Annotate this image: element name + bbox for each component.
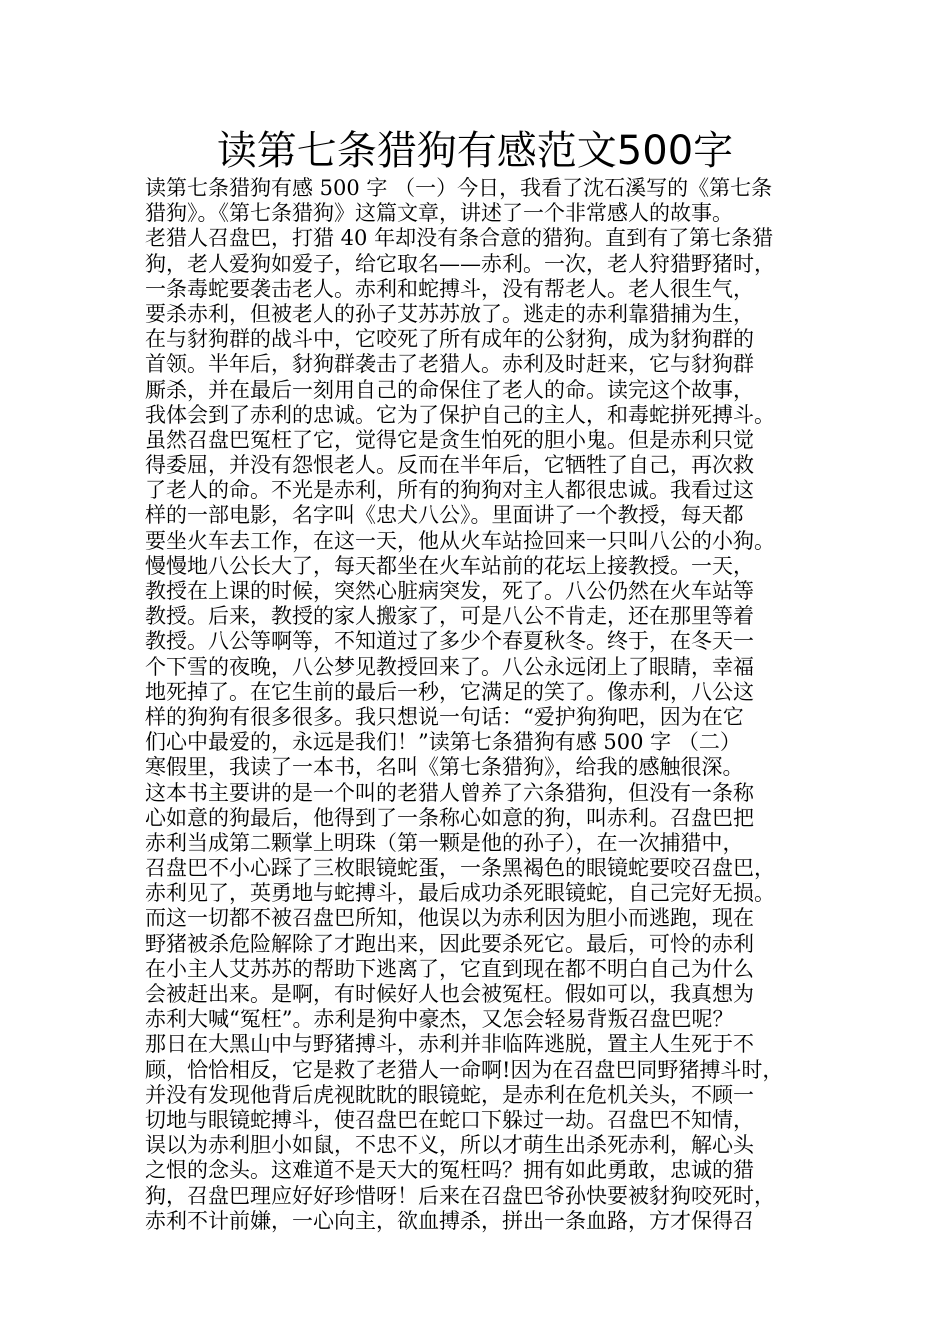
body-text-line: 教授。八公等啊等，不知道过了多少个春夏秋冬。终于，在冬天一	[145, 629, 754, 654]
body-text-line: 得委屈，并没有怨恨老人。反而在半年后，它牺牲了自己，再次救	[145, 453, 754, 478]
document-title: 读第七条猎狗有感范文500字	[216, 128, 734, 174]
body-text-line: 那日在大黑山中与野猪搏斗，赤利并非临阵逃脱，置主人生死于不	[145, 1032, 754, 1057]
body-text-line: 会被赶出来。是啊，有时候好人也会被冤枉。假如可以，我真想为	[145, 982, 754, 1006]
body-text-line: 误以为赤利胆小如鼠，不忠不义，所以才萌生出杀死赤利，解心头	[145, 1133, 754, 1158]
body-text-line: 狗，召盘巴理应好好珍惜呀！后来在召盘巴爷孙快要被豺狗咬死时，	[145, 1183, 775, 1208]
body-text-line: 了老人的命。不光是赤利，所有的狗狗对主人都很忠诚。我看过这	[145, 478, 754, 503]
body-text-line: 在小主人艾苏苏的帮助下逃离了，它直到现在都不明白自己为什么	[145, 956, 754, 981]
body-text-line: 召盘巴不小心踩了三枚眼镜蛇蛋，一条黑褐色的眼镜蛇要咬召盘巴，	[145, 856, 775, 881]
body-text-line: 赤利不计前嫌，一心向主，欲血搏杀，拼出一条血路，方才保得召	[145, 1208, 754, 1233]
body-text-line: 切地与眼镜蛇搏斗，使召盘巴在蛇口下躲过一劫。召盘巴不知情，	[145, 1107, 754, 1132]
body-text-line: 教授在上课的时候，突然心脏病突发，死了。八公仍然在火车站等	[145, 579, 754, 603]
body-text-line: 要坐火车去工作，在这一天，他从火车站捡回来一只叫八公的小狗。	[145, 528, 775, 553]
body-text-line: 野猪被杀危险解除了才跑出来，因此要杀死它。最后，可怜的赤利	[145, 931, 754, 956]
body-text-line: 赤利见了，英勇地与蛇搏斗，最后成功杀死眼镜蛇，自己完好无损。	[145, 881, 775, 906]
body-text-line: 老猎人召盘巴，打猎 40 年却没有条合意的猎狗。直到有了第七条猎	[145, 226, 774, 251]
body-text-line: 赤利大喊“冤枉”。赤利是狗中豪杰，又怎会轻易背叛召盘巴呢？	[145, 1007, 734, 1032]
body-text-line: 首领。半年后，豺狗群袭击了老猎人。赤利及时赶来，它与豺狗群	[145, 352, 754, 377]
body-text-line: 地死掉了。在它生前的最后一秒，它满足的笑了。像赤利，八公这	[145, 679, 754, 704]
body-text-line: 们心中最爱的，永远是我们！”读第七条猎狗有感 500 字 （二）	[145, 730, 741, 755]
body-text-line: 样的狗狗有很多很多。我只想说一句话：“爱护狗狗吧，因为在它	[145, 704, 744, 729]
body-text-line: 我体会到了赤利的忠诚。它为了保护自己的主人，和毒蛇拼死搏斗。	[145, 402, 775, 427]
body-text-line: 教授。后来，教授的家人搬家了，可是八公不肯走，还在那里等着	[145, 604, 754, 629]
body-text-line: 慢慢地八公长大了，每天都坐在火车站前的花坛上接教授。一天，	[145, 553, 754, 578]
body-text-line: 赤利当成第二颗掌上明珠（第一颗是他的孙子），在一次捕猎中，	[145, 830, 744, 855]
body-text-line: 厮杀，并在最后一刻用自己的命保住了老人的命。读完这个故事，	[145, 377, 754, 402]
body-text-line: 猎狗》。《第七条猎狗》这篇文章，讲述了一个非常感人的故事。	[145, 201, 733, 226]
body-text-line: 在与豺狗群的战斗中，它咬死了所有成年的公豺狗，成为豺狗群的	[145, 327, 754, 352]
body-text-line: 这本书主要讲的是一个叫的老猎人曾养了六条猎狗，但没有一条称	[145, 780, 754, 805]
body-text-line: 样的一部电影，名字叫《忠犬八公》。里面讲了一个教授，每天都	[145, 503, 744, 528]
body-text-line: 而这一切都不被召盘巴所知，他误以为赤利因为胆小而逃跑，现在	[145, 906, 754, 931]
body-text-line: 寒假里，我读了一本书，名叫《第七条猎狗》，给我的感触很深。	[145, 755, 744, 780]
body-text-line: 狗，老人爱狗如爱子，给它取名——赤利。一次，老人狩猎野猪时，	[145, 251, 775, 276]
body-text-line: 个下雪的夜晚，八公梦见教授回来了。八公永远闭上了眼睛，幸福	[145, 654, 754, 679]
document-body	[145, 176, 825, 1234]
body-text-line: 虽然召盘巴冤枉了它，觉得它是贪生怕死的胆小鬼。但是赤利只觉	[145, 427, 754, 452]
body-text-line: 一条毒蛇要袭击老人。赤利和蛇搏斗，没有帮老人。老人很生气，	[145, 276, 754, 301]
body-text-line: 要杀赤利，但被老人的孙子艾苏苏放了。逃走的赤利靠猎捕为生，	[145, 301, 754, 326]
body-text-line: 顾，恰恰相反，它是救了老猎人一命啊!因为在召盘巴同野猪搏斗时，	[145, 1057, 784, 1082]
body-text-line: 读第七条猎狗有感 500 字 （一）今日，我看了沈石溪写的《第七条	[145, 176, 773, 200]
body-text-line: 心如意的狗最后，他得到了一条称心如意的狗，叫赤利。召盘巴把	[145, 805, 754, 830]
body-text-line: 并没有发现他背后虎视眈眈的眼镜蛇，是赤利在危机关头，不顾一	[145, 1082, 754, 1107]
body-text-line: 之恨的念头。这难道不是天大的冤枉吗？拥有如此勇敢，忠诚的猎	[145, 1158, 754, 1183]
